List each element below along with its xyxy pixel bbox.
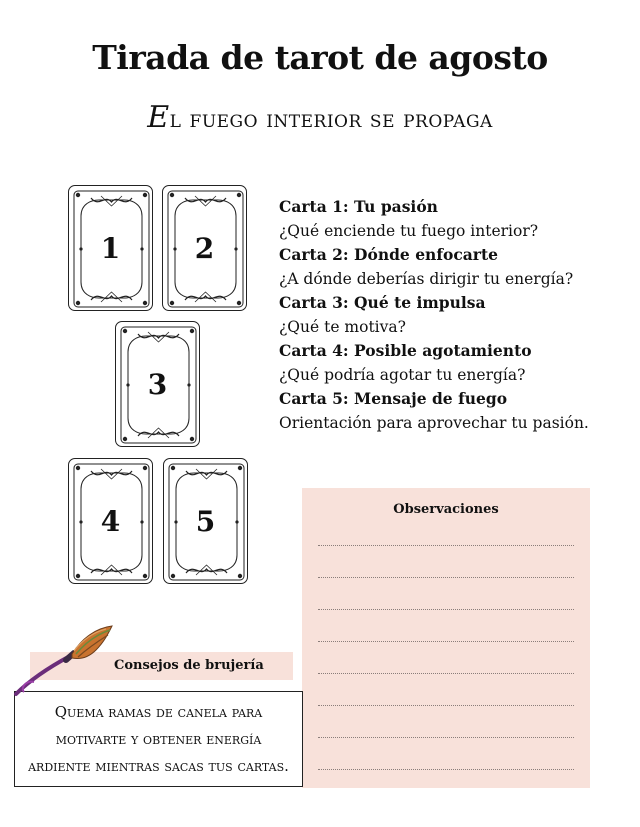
question-heading-2: Carta 2: Dónde enfocarte (279, 245, 498, 264)
writing-line[interactable] (318, 769, 574, 770)
question-text-1: ¿Qué enciende tu fuego interior? (279, 222, 539, 240)
broom-icon (10, 620, 120, 700)
card-number: 3 (147, 367, 168, 401)
question-heading-1: Carta 1: Tu pasión (279, 197, 438, 216)
observations-title: Observaciones (393, 502, 499, 517)
card-questions (279, 195, 629, 435)
card-number: 1 (100, 231, 121, 265)
observations-panel (302, 488, 590, 788)
question-text-2: ¿A dónde deberías dirigir tu energía? (279, 270, 574, 288)
page-subtitle (0, 100, 640, 135)
question-heading-5: Carta 5: Mensaje de fuego (279, 389, 508, 408)
card-number: 5 (195, 504, 216, 538)
question-text-3: ¿Qué te motiva? (279, 318, 406, 336)
writing-line[interactable] (318, 737, 574, 738)
writing-line[interactable] (318, 609, 574, 610)
tarot-card-5 (163, 458, 248, 584)
writing-line[interactable] (318, 577, 574, 578)
tips-label: Consejos de brujería (114, 658, 264, 673)
tips-box (14, 691, 303, 787)
subtitle-initial: E (147, 100, 170, 135)
writing-line[interactable] (318, 673, 574, 674)
tarot-card-2 (162, 185, 247, 311)
writing-line[interactable] (318, 545, 574, 546)
question-heading-3: Carta 3: Qué te impulsa (279, 293, 486, 312)
question-heading-4: Carta 4: Posible agotamiento (279, 341, 532, 360)
question-text-5: Orientación para aprovechar tu pasión. (279, 414, 589, 432)
tarot-card-3 (115, 321, 200, 447)
card-number: 2 (194, 231, 215, 265)
writing-line[interactable] (318, 705, 574, 706)
subtitle-text: l fuego interior se propaga (169, 105, 493, 133)
tarot-card-4 (68, 458, 153, 584)
tarot-card-1 (68, 185, 153, 311)
question-text-4: ¿Qué podría agotar tu energía? (279, 366, 526, 384)
tips-text: Quema ramas de canela para motivarte y obtener energía ardiente mientras sacas tus cartas. (28, 702, 289, 775)
page-title: Tirada de tarot de agosto (92, 38, 548, 77)
card-number: 4 (100, 504, 121, 538)
writing-line[interactable] (318, 641, 574, 642)
